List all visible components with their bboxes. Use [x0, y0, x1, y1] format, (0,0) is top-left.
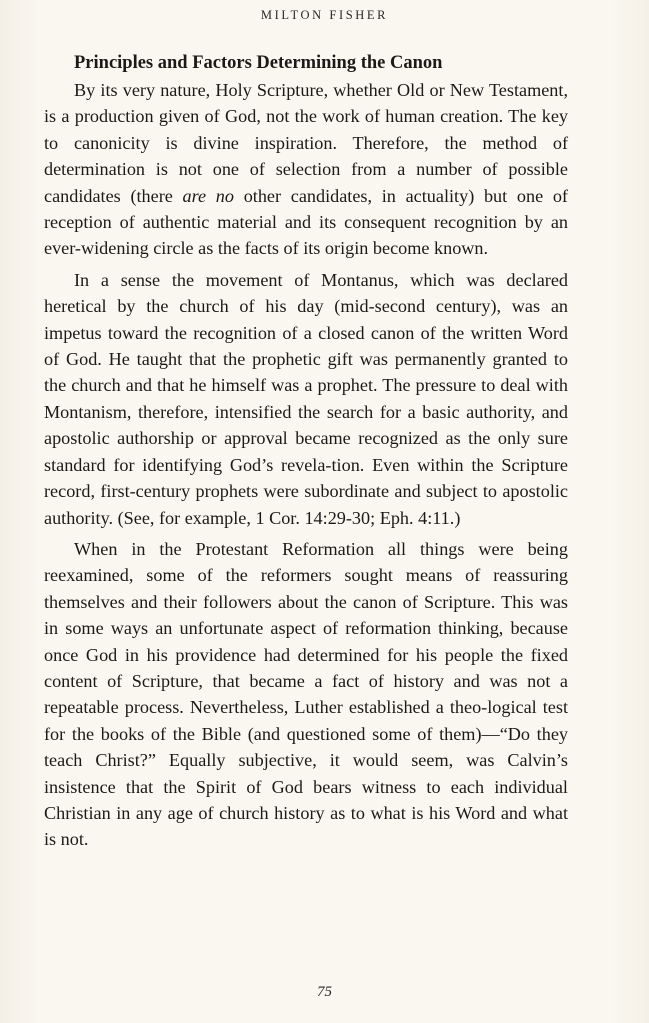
paragraph-3: When in the Protestant Reformation all things were being reexamined, some of the reformers sought means of reassuring themselves and their followers about the canon of Scripture. This was in some ways an unfortunate aspect of reformation thinking, because once God in his providence had determined for his people the fixed content of Scripture, that became a fact of history and was not a repeatable process. Nevertheless, Luther established a theo-logical test for the books of the Bible (and questioned some of them)—“Do they teach Christ?” Equally subjective, it would seem, was Calvin’s insistence that the Spirit of God bears witness to each individual Christian in any age of church history as to what is his Word and what is not.: [44, 538, 568, 850]
paragraph-1-text-b: other candidates, in actuality) but one of reception of authentic material and its consequent recognition by an ever-widening circle as the facts of its origin become known.: [44, 185, 568, 259]
paragraph-1: [44, 77, 568, 262]
page-body: [44, 48, 568, 853]
paragraph-1-text-a: By its very nature, Holy Scripture, whether Old or New Testament, is a production given of God, not the work of human creation. The key to canonicity is divine inspiration. Therefore, the method of determination is not one of selection from a number of possible candidates (there: [44, 80, 568, 206]
section-heading: Principles and Factors Determining the Canon: [74, 53, 443, 73]
paragraph-2: In a sense the movement of Montanus, which was declared heretical by the church of his day (mid-second century), was an impetus toward the recognition of a closed canon of the written Word of God. He taught that the prophetic gift was permanently granted to the church and that he himself was a prophet. The pressure to deal with Montanism, therefore, intensified the search for a basic authority, and apostolic authorship or approval became recognized as the only sure standard for identifying God’s revela-tion. Even within the Scripture record, first-century prophets were subordinate and subject to apostolic authority. (See, for example, 1 Cor. 14:29-30; Eph. 4:11.): [44, 269, 568, 528]
running-head: MILTON FISHER: [260, 8, 389, 22]
paragraph-1-emphasis: are no: [182, 185, 234, 206]
page-number: 75: [317, 984, 332, 1000]
